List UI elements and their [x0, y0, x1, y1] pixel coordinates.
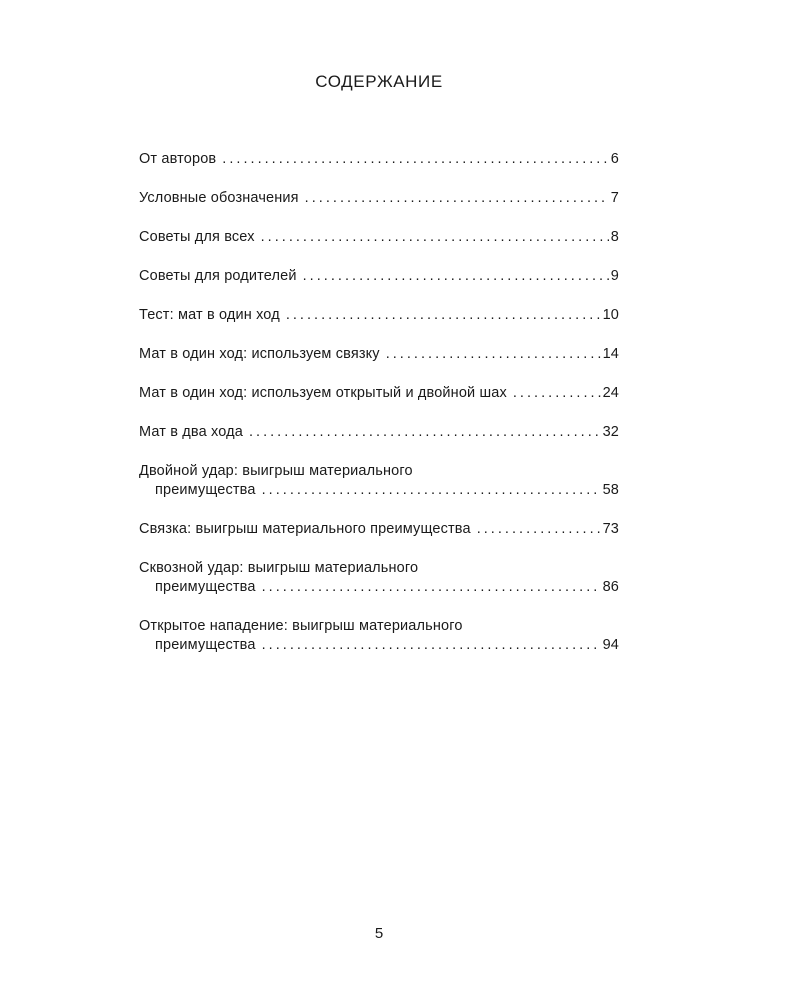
toc-entry-page: 86	[602, 579, 619, 595]
toc-entry-title: Мат в два хода	[139, 424, 243, 440]
dot-leader	[262, 481, 601, 500]
dot-leader	[305, 189, 609, 208]
toc-entry	[139, 189, 619, 208]
table-of-contents	[139, 150, 619, 675]
toc-entry-title: Советы для всех	[139, 229, 255, 245]
dot-leader	[386, 345, 601, 364]
page-title: СОДЕРЖАНИЕ	[315, 72, 443, 91]
toc-entry	[139, 228, 619, 247]
dot-leader	[477, 520, 601, 539]
toc-entry	[139, 306, 619, 325]
toc-entry-title: От авторов	[139, 151, 217, 167]
toc-entry-page: 94	[602, 637, 619, 653]
toc-entry-page: 7	[610, 190, 619, 206]
toc-entry-title: Открытое нападение: выигрыш материального	[139, 618, 463, 634]
toc-entry	[139, 520, 619, 539]
dot-leader	[262, 578, 601, 597]
toc-entry-page: 73	[602, 521, 619, 537]
dot-leader	[262, 636, 601, 655]
toc-entry-title: Двойной удар: выигрыш материального	[139, 463, 413, 479]
page-number: 5	[374, 925, 384, 942]
toc-entry	[139, 267, 619, 286]
toc-entry-page: 6	[610, 151, 619, 167]
toc-entry-title-continued: преимущества	[155, 637, 256, 653]
toc-entry-title: Советы для родителей	[139, 268, 297, 284]
toc-entry-title: Сквозной удар: выигрыш материального	[139, 560, 419, 576]
toc-entry-title-continued: преимущества	[155, 482, 256, 498]
toc-entry	[139, 384, 619, 403]
toc-entry-page: 58	[602, 482, 619, 498]
toc-entry-page: 10	[602, 307, 619, 323]
toc-entry	[139, 617, 619, 655]
toc-entry-page: 14	[602, 346, 619, 362]
dot-leader	[222, 150, 609, 169]
dot-leader	[513, 384, 601, 403]
toc-entry-page: 24	[602, 385, 619, 401]
toc-entry-title-continued: преимущества	[155, 579, 256, 595]
dot-leader	[286, 306, 601, 325]
toc-entry	[139, 559, 619, 597]
toc-entry	[139, 345, 619, 364]
toc-entry	[139, 462, 619, 500]
toc-entry-title: Мат в один ход: используем открытый и двойной шах	[139, 385, 507, 401]
toc-entry-title: Условные обозначения	[139, 190, 299, 206]
toc-entry	[139, 423, 619, 442]
dot-leader	[249, 423, 601, 442]
dot-leader	[303, 267, 609, 286]
toc-entry-page: 32	[602, 424, 619, 440]
toc-entry-title: Связка: выигрыш материального преимущества	[139, 521, 471, 537]
toc-entry-title: Мат в один ход: используем связку	[139, 346, 380, 362]
toc-entry-page: 9	[610, 268, 619, 284]
toc-entry-page: 8	[610, 229, 619, 245]
toc-entry	[139, 150, 619, 169]
dot-leader	[261, 228, 609, 247]
toc-entry-title: Тест: мат в один ход	[139, 307, 280, 323]
